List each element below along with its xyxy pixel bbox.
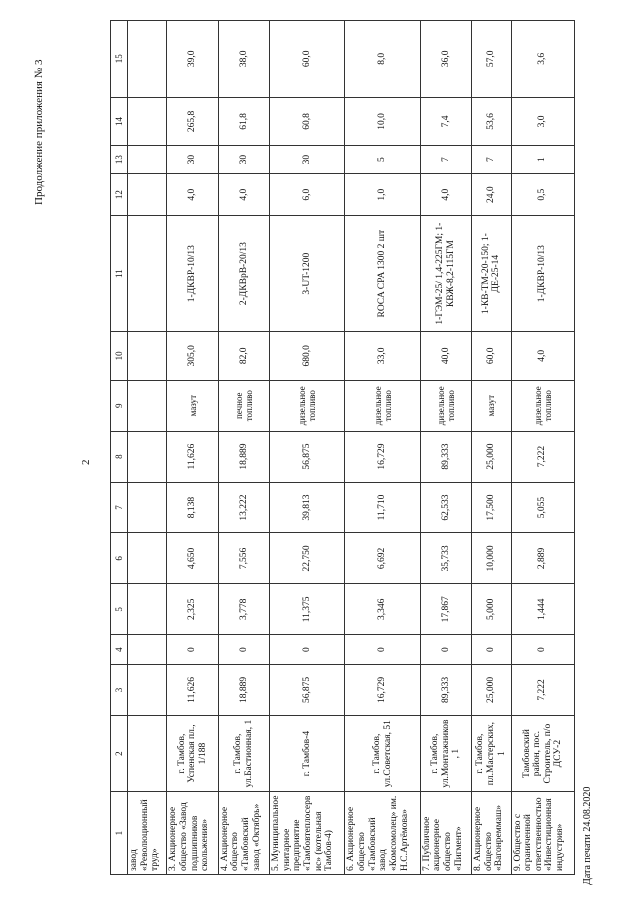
table-cell: 1-ГЭМ-25/ 1,4-225ГМ; 1-КВЖ-8,2-115ГМ <box>420 216 471 332</box>
table-cell: 36,0 <box>420 21 471 98</box>
table-cell: г. Тамбов, ул.Советская, 51 <box>345 715 420 791</box>
table-row <box>167 21 218 875</box>
table-cell: 11,375 <box>270 584 345 635</box>
table-cell: 8,138 <box>167 482 218 533</box>
table-cell: 3. Акционерное общество «Завод подшипников скольжения» <box>167 792 218 875</box>
table-cell <box>128 431 167 482</box>
table-cell: 0 <box>420 635 471 665</box>
column-number-cell: 12 <box>111 173 128 215</box>
table-cell: 16,729 <box>345 431 420 482</box>
table-cell: 11,710 <box>345 482 420 533</box>
table-cell: 56,875 <box>270 431 345 482</box>
table-cell: 3,6 <box>511 21 574 98</box>
table-cell: 25,000 <box>472 664 511 715</box>
table-cell <box>128 146 167 174</box>
table-cell: 38,0 <box>218 21 269 98</box>
column-number-cell: 15 <box>111 21 128 98</box>
column-number-cell: 4 <box>111 635 128 665</box>
table-cell: 7 <box>420 146 471 174</box>
table-cell: 11,626 <box>167 664 218 715</box>
table-cell: г. Тамбов, пл.Мастерских, 1 <box>472 715 511 791</box>
table-cell: 2-ДКВрВ-20/13 <box>218 216 269 332</box>
table-cell: 6,0 <box>270 173 345 215</box>
column-number-cell: 13 <box>111 146 128 174</box>
table-cell: 40,0 <box>420 331 471 380</box>
page-number: 2 <box>80 459 92 465</box>
table-cell: мазут <box>167 380 218 431</box>
table-cell: 7,556 <box>218 533 269 584</box>
table-row <box>472 21 511 875</box>
table-cell <box>128 533 167 584</box>
table-cell: 13,222 <box>218 482 269 533</box>
table-cell: 0 <box>345 635 420 665</box>
table-cell: 53,6 <box>472 97 511 146</box>
table-cell: 24,0 <box>472 173 511 215</box>
header-row <box>111 21 128 875</box>
table-cell: 5 <box>345 146 420 174</box>
table-cell: 7 <box>472 146 511 174</box>
table-cell: 4,0 <box>420 173 471 215</box>
table-cell <box>128 173 167 215</box>
table-cell <box>128 216 167 332</box>
table-cell: 0,5 <box>511 173 574 215</box>
table-cell: 89,333 <box>420 664 471 715</box>
table-cell: 0 <box>167 635 218 665</box>
appendix-caption: Продолжение приложения № 3 <box>33 59 45 205</box>
table-cell: 10,000 <box>472 533 511 584</box>
table-cell: 82,0 <box>218 331 269 380</box>
table-cell: 0 <box>511 635 574 665</box>
column-number-cell: 2 <box>111 715 128 791</box>
table-cell: 10,0 <box>345 97 420 146</box>
print-date: Дата печати 24.08.2020 <box>582 786 593 885</box>
table-cell: 56,875 <box>270 664 345 715</box>
table-cell: 18,889 <box>218 431 269 482</box>
table-row <box>345 21 420 875</box>
table-cell: ROCA CPA 1300 2 шт <box>345 216 420 332</box>
table-cell: Тамбовский район, пос. Строитель, п/о ДСУ-2 <box>511 715 574 791</box>
table-cell <box>128 664 167 715</box>
table-cell: 4. Акционерное общество «Тамбовский завод «Октябрь» <box>218 792 269 875</box>
table-cell: 18,889 <box>218 664 269 715</box>
table-cell <box>128 331 167 380</box>
table-cell <box>128 21 167 98</box>
table-cell: 2,889 <box>511 533 574 584</box>
table-cell <box>128 97 167 146</box>
table-cell: 61,8 <box>218 97 269 146</box>
table-cell: г. Тамбов, Успенская пл., 1/188 <box>167 715 218 791</box>
table-cell <box>128 715 167 791</box>
table-cell: 7,222 <box>511 664 574 715</box>
table-cell: 3,0 <box>511 97 574 146</box>
table-cell: 60,0 <box>270 21 345 98</box>
table-cell: 89,333 <box>420 431 471 482</box>
table-cell: 265,8 <box>167 97 218 146</box>
table-cell: 3-UT-1200 <box>270 216 345 332</box>
column-number-cell: 6 <box>111 533 128 584</box>
table-cell: 30 <box>270 146 345 174</box>
table-cell: 1-КВ-ТМ-20-150; 1-ДЕ-25-14 <box>472 216 511 332</box>
table-cell: г. Тамбов, ул.Бастионная, 1 <box>218 715 269 791</box>
table-cell: 5,055 <box>511 482 574 533</box>
table-row <box>270 21 345 875</box>
table-row <box>420 21 471 875</box>
table-cell <box>128 635 167 665</box>
table-cell: 4,0 <box>511 331 574 380</box>
table-cell: 7. Публичное акционерное общество «Пигмент» <box>420 792 471 875</box>
fuel-reserve-table <box>110 20 575 875</box>
table-cell: 17,867 <box>420 584 471 635</box>
table-cell: 5,000 <box>472 584 511 635</box>
table-cell: 22,750 <box>270 533 345 584</box>
table-cell: 30 <box>218 146 269 174</box>
table-cell: 1 <box>511 146 574 174</box>
table-row <box>511 21 574 875</box>
table-cell: 6. Акционерное общество «Тамбовский завод «Комсомолец» им. Н.С.Артёмова» <box>345 792 420 875</box>
column-number-cell: 11 <box>111 216 128 332</box>
table-cell: 35,733 <box>420 533 471 584</box>
column-number-cell: 7 <box>111 482 128 533</box>
table-cell: 11,626 <box>167 431 218 482</box>
table-cell: 62,533 <box>420 482 471 533</box>
table-cell: 0 <box>270 635 345 665</box>
table-cell: печное топливо <box>218 380 269 431</box>
table-cell: 0 <box>218 635 269 665</box>
table-cell: 57,0 <box>472 21 511 98</box>
table-cell: 33,0 <box>345 331 420 380</box>
table-cell: 305,0 <box>167 331 218 380</box>
table-cell: 1,0 <box>345 173 420 215</box>
column-number-cell: 10 <box>111 331 128 380</box>
table-cell: 0 <box>472 635 511 665</box>
table-cell: 3,346 <box>345 584 420 635</box>
table-cell: 8. Акционерное общество «Вагонреммаш» <box>472 792 511 875</box>
table-cell: 39,0 <box>167 21 218 98</box>
table-cell: 1-ДКВР-10/13 <box>167 216 218 332</box>
table-cell: 7,4 <box>420 97 471 146</box>
table-cell: 16,729 <box>345 664 420 715</box>
table-cell: дизельное топливо <box>420 380 471 431</box>
table-cell: 3,778 <box>218 584 269 635</box>
column-number-cell: 1 <box>111 792 128 875</box>
table-cell: г. Тамбов-4 <box>270 715 345 791</box>
table-cell: 1-ДКВР-10/13 <box>511 216 574 332</box>
table-cell <box>128 584 167 635</box>
table-cell: завод «Революционный труд» <box>128 792 167 875</box>
table-cell: 2,325 <box>167 584 218 635</box>
table-cell: 60,8 <box>270 97 345 146</box>
table-cell: 7,222 <box>511 431 574 482</box>
column-number-cell: 3 <box>111 664 128 715</box>
table-cell: 5. Муниципальное унитарное предприятие «Тамбовтеплосервис» (котельная Тамбов-4) <box>270 792 345 875</box>
table-cell: дизельное топливо <box>270 380 345 431</box>
table-row <box>128 21 167 875</box>
table-cell: 39,813 <box>270 482 345 533</box>
column-number-cell: 9 <box>111 380 128 431</box>
table-cell: 4,0 <box>167 173 218 215</box>
table-cell: мазут <box>472 380 511 431</box>
column-number-cell: 5 <box>111 584 128 635</box>
table-cell: 17,500 <box>472 482 511 533</box>
column-number-cell: 14 <box>111 97 128 146</box>
table-cell <box>128 482 167 533</box>
table-cell: 8,0 <box>345 21 420 98</box>
table-cell: г. Тамбов, ул.Монтажников, 1 <box>420 715 471 791</box>
table-row <box>218 21 269 875</box>
table-cell: 60,0 <box>472 331 511 380</box>
table-cell: 9. Общество с ограниченной ответственностью «Инвестиционная индустрия» <box>511 792 574 875</box>
table-cell: 4,650 <box>167 533 218 584</box>
table-cell: 1,444 <box>511 584 574 635</box>
table-cell: дизельное топливо <box>511 380 574 431</box>
table-cell: 6,692 <box>345 533 420 584</box>
table-cell: 25,000 <box>472 431 511 482</box>
column-number-cell: 8 <box>111 431 128 482</box>
table-cell: дизельное топливо <box>345 380 420 431</box>
table-cell <box>128 380 167 431</box>
table-cell: 680,0 <box>270 331 345 380</box>
table-cell: 30 <box>167 146 218 174</box>
table-cell: 4,0 <box>218 173 269 215</box>
